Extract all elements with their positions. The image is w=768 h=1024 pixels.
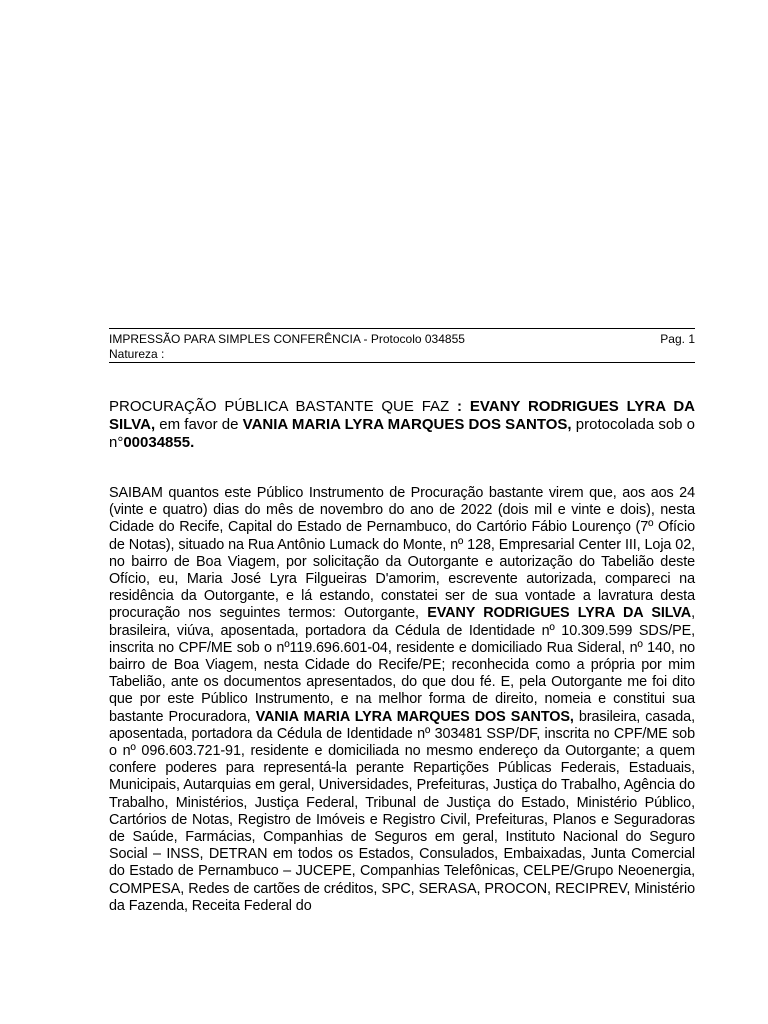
document-body <box>109 485 695 915</box>
title-attorney-name: VANIA MARIA LYRA MARQUES DOS SANTOS, <box>242 416 572 433</box>
title-protocol-number: 00034855. <box>123 434 195 451</box>
document-header <box>109 328 695 363</box>
body-grantor-name: EVANY RODRIGUES LYRA DA SILVA <box>427 605 692 622</box>
title-grantor-name: : EVANY RODRIGUES LYRA DA SILVA, <box>109 398 695 433</box>
title-text-favor: em favor de <box>155 416 243 433</box>
page-number: Pag. 1 <box>660 332 695 346</box>
header-nature-text: Natureza : <box>109 347 165 361</box>
body-paragraph-part3: brasileira, casada, aposentada, portadora da Cédula de Identidade nº 303481 SSP/DF, inscrita no CPF/ME sob o nº 096.603.721-91, residente e domiciliada no mesmo endereço da Outorgante; a quem confere poderes para representá-la perante Repartições Públicas Federais, Estaduais, Municipais, Autarquias em geral, Universidades, Prefeituras, Justiça do Trabalho, Agência do Trabalho, Ministérios, Justiça Federal, Tribunal de Justiça do Estado, Ministério Público, Cartórios de Notas, Registro de Imóveis e Registro Civil, Prefeituras, Planos e Seguradoras de Saúde, Farmácias, Companhias de Seguros em geral, Instituto Nacional do Seguro Social – INSS, DETRAN em todos os Estados, Consulados, Embaixadas, Junta Comercial do Estado de Pernambuco – JUCEPE, Companhias Telefônicas, CELPE/Grupo Neoenergia, COMPESA, Redes de cartões de créditos, SPC, SERASA, PROCON, RECIPREV, Ministério da Fazenda, Receita Federal do <box>109 708 695 914</box>
header-protocol-text: IMPRESSÃO PARA SIMPLES CONFERÊNCIA - Protocolo 034855 <box>109 332 465 346</box>
body-paragraph-part1: SAIBAM quantos este Público Instrumento de Procuração bastante virem que, aos aos 24 (vinte e quatro) dias do mês de novembro do ano de 2022 (dois mil e vinte e dois), nesta Cidade do Recife, Capital do Estado de Pernambuco, do Cartório Fábio Lourenço (7º Ofício de Notas), situado na Rua Antônio Lumack do Monte, nº 128, Empresarial Center III, Loja 02, no bairro de Boa Viagem, por solicitação da Outorgante e autorização do Tabelião deste Ofício, eu, Maria José Lyra Filgueiras D'amorim, escrevente autorizada, compareci na residência da Outorgante, e lá estando, constatei ser de sua vontade a lavratura desta procuração nos seguintes termos: Outorgante, <box>109 485 695 622</box>
body-paragraph-part2: , brasileira, viúva, aposentada, portadora da Cédula de Identidade nº 10.309.599 SDS/PE, inscrita no CPF/ME sob o nº119.696.601-04, residente e domiciliado Rua Sideral, nº 140, no bairro de Boa Viagem, nesta Cidade do Recife/PE; reconhecida como a própria por mim Tabelião, ante os documentos apresentados, do que dou fé. E, pela Outorgante me foi dito que por este Público Instrumento, e na melhor forma de direito, nomeia e constitui sua bastante Procuradora, <box>109 605 695 725</box>
document-title <box>109 398 695 452</box>
title-text: PROCURAÇÃO PÚBLICA BASTANTE QUE FAZ <box>109 398 458 415</box>
title-text-protocol: protocolada sob o n° <box>109 416 696 451</box>
body-attorney-name: VANIA MARIA LYRA MARQUES DOS SANTOS, <box>255 708 574 725</box>
header-row <box>109 332 695 347</box>
